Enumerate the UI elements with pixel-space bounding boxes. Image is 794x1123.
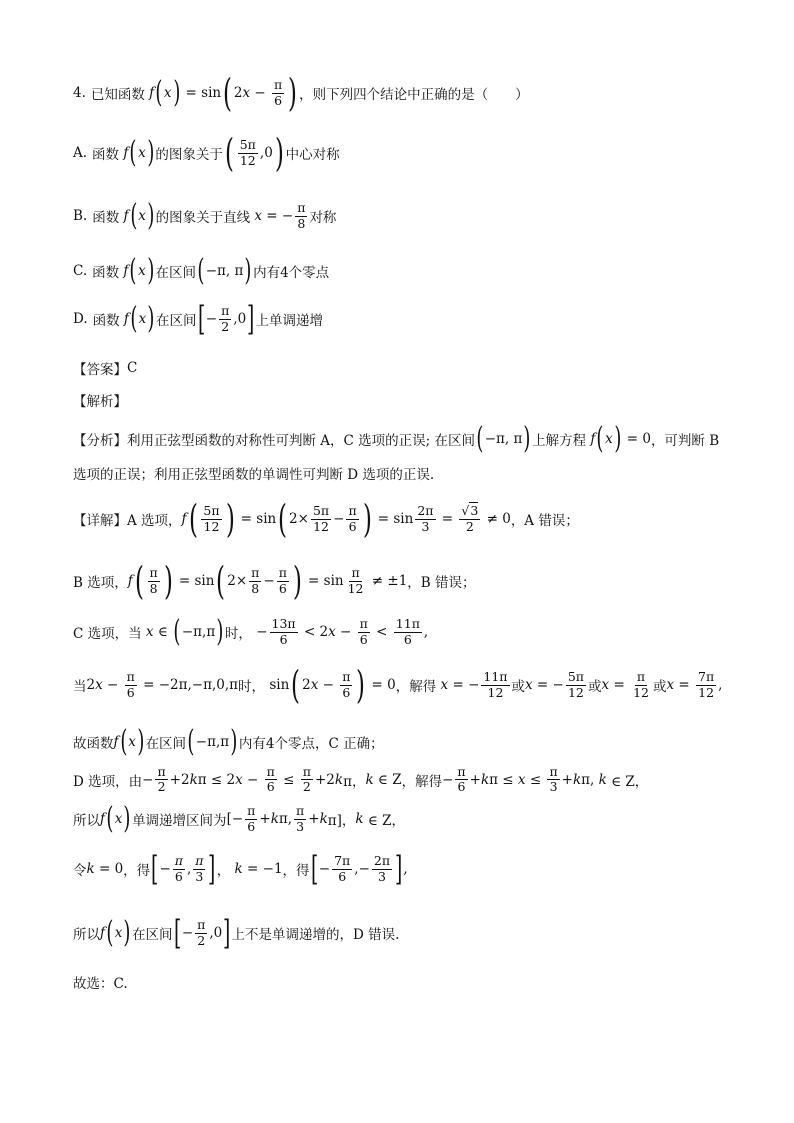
question-stem: 4. 已知函数 f ( x ) = sin ( 2 x − $\frac{\pi}{6}$ ) ，则下列四个结论中正确的是（ ） — [73, 71, 529, 115]
fenxi-line-2: 选项的正误；利用正弦型函数的单调性可判断 D 选项的正误. — [73, 467, 435, 483]
answer-value: C — [127, 360, 138, 376]
fenxi-line-1: 【分析】 利用正弦型函数的对称性可判断 A，C 选项的正误; 在区间 ( −π, π ) 上解方程 f ( x ) = 0 ，可判断 B — [73, 421, 720, 456]
answer-tag: 【答案】 — [73, 362, 127, 378]
option-a: A. 函数 f ( x ) 的图象关于 ( $\frac{5\pi}{12}$ ,0 ) 中心对称 — [73, 131, 340, 175]
option-b: B. 函数 f ( x ) 的图象关于直线 x = − $\frac{\pi}{8}$ 对称 — [73, 198, 337, 233]
detail-c-3: 故函数 f ( x ) 在区间 ( −π,π ) 内有4个零点，C 正确； — [73, 724, 384, 759]
question-number: 4. — [73, 85, 86, 101]
detail-d-4: 所以 f ( x ) 在区间 [ − $\frac{\pi}{2}$ ,0 ] 上不是单调递增的，D 错误. — [73, 913, 400, 953]
detail-d-2: 所以 f ( x ) 单调递增区间为 [− $\frac{\pi}{6}$ + k π, $\frac{\pi}{3}$ + k π]， k ∈ Z， — [73, 801, 406, 836]
detail-d: D 选项，由 − $\frac{\pi}{2}$ +2 k π ≤ 2 x − $\frac{\pi}{6}$ ≤ $\frac{\pi}{2}$ +2 k π， k ∈ Z ，解得 − $\frac{\pi}{6}$ + k π ≤ x ≤ $\frac{\pi}{3}$ + k π, k ∈ Z， — [73, 764, 649, 795]
conclusion: 故选：C. — [73, 976, 128, 992]
analysis-tag: 【解析】 — [73, 394, 127, 410]
answer-line — [73, 358, 137, 378]
option-c: C. 函数 f ( x ) 在区间 ( −π, π ) 内有4个零点 — [73, 253, 330, 288]
detail-b: B 选项， f ( $\frac{\pi}{8}$ ) = sin ( 2× $\frac{\pi}{8}$ − $\frac{\pi}{6}$ ) = sin $\frac{\pi}{12}$ ≠ ±1 ，B 错误； — [73, 559, 476, 603]
detail-a: 【详解】 A 选项， f ( $\frac{5\pi}{12}$ ) = sin ( 2× $\frac{5\pi}{12}$ − $\frac{\pi}{6}$ ) = sin $\frac{2\pi}{3}$ = $\frac{√3}{2}$ ≠ 0 ，A 错误； — [73, 497, 579, 541]
detail-c: C 选项，当 x ∈ ( −π,π ) 时， − $\frac{13\pi}{6}$ < 2 x − $\frac{\pi}{6}$ < $\frac{11\pi}{6}$ , — [73, 614, 429, 649]
option-d: D. 函数 f ( x ) 在区间 [ − $\frac{\pi}{2}$ ,0 ] 上单调递增 — [73, 299, 323, 339]
detail-d-3: 令 k = 0 ，得 [ − $\frac{\pi}{6}$ , $\frac{\pi}{3}$ ] ， k = −1 ，得 [ − $\frac{7\pi}{6}$ ,− $\frac{2\pi}{3}$ ] , — [73, 849, 408, 889]
detail-c-2: 当 2 x − $\frac{\pi}{6}$ = −2π,−π,0,π 时， sin ( 2 x − $\frac{\pi}{6}$ ) = 0 ，解得 x = − $\frac{11\pi}{12}$ 或 x = − $\frac{5\pi}{12}$ 或 x = $\frac{\pi}{12}$ 或 x = $\frac{7\pi}{12}$ , — [73, 663, 723, 707]
